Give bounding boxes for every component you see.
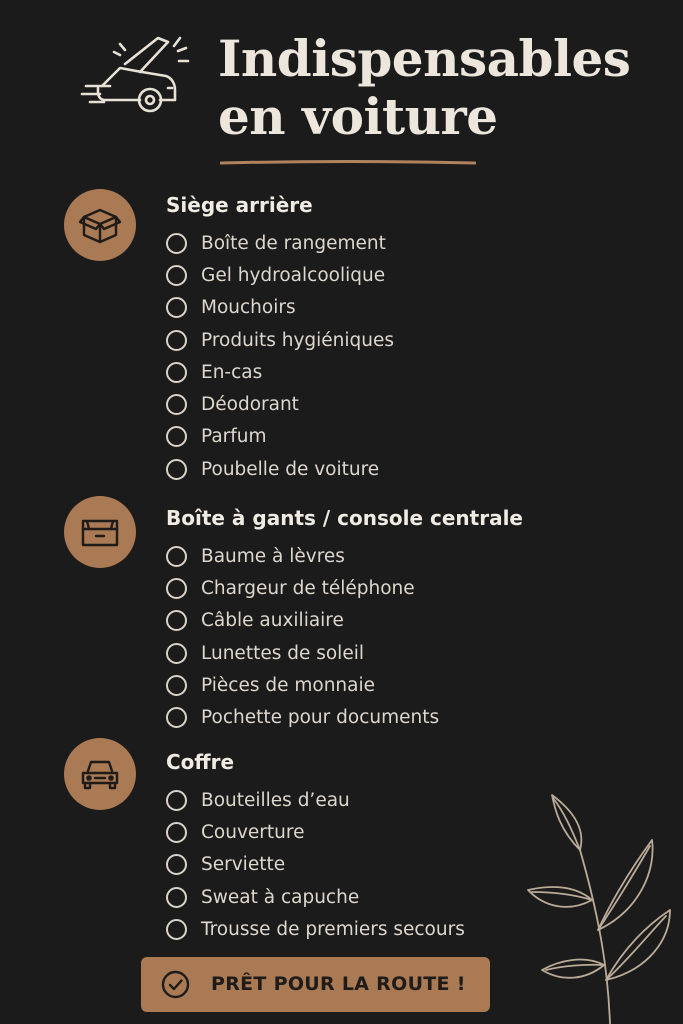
checklist-item-label: Parfum [201,426,267,448]
checklist-item-label: Produits hygiéniques [201,329,395,351]
box-icon [77,202,123,248]
checklist-item[interactable] [166,259,394,291]
checklist-item-label: Pièces de monnaie [201,674,375,696]
checklist-item[interactable] [166,388,394,420]
checklist-item[interactable] [166,572,439,604]
checklist-item-label: Mouchoirs [201,297,296,319]
header [0,0,683,175]
checklist-item[interactable] [166,913,465,945]
checklist-item[interactable] [166,356,394,388]
checklist-item-label: Câble auxiliaire [201,610,344,632]
checklist-item-label: Trousse de premiers secours [201,918,465,940]
section-title: Siège arrière [166,193,313,217]
car-icon [77,751,123,797]
checklist-item-label: Boîte de rangement [201,232,386,254]
checkbox[interactable] [166,675,187,696]
checkbox[interactable] [166,707,187,728]
checklist-item[interactable] [166,784,465,816]
checklist-item[interactable] [166,421,394,453]
checklist-item-label: Chargeur de téléphone [201,577,415,599]
checkbox[interactable] [166,459,187,480]
checklist-item[interactable] [166,540,439,572]
title-underline [220,160,476,165]
checklist-item[interactable] [166,227,394,259]
glovebox-icon [77,509,123,555]
leaf-branch-icon [520,790,683,1024]
ready-for-road-label: PRÊT POUR LA ROUTE ! [211,973,466,995]
checklist-item-label: Poubelle de voiture [201,458,380,480]
checkbox[interactable] [166,610,187,631]
car-with-open-hood-icon [80,28,195,123]
checkbox[interactable] [166,233,187,254]
checklist-item-label: Lunettes de soleil [201,642,364,664]
checkbox[interactable] [166,265,187,286]
title-line-2: en voiture [218,87,498,146]
checklist-item-label: Sweat à capuche [201,886,360,908]
checklist-item-label: En-cas [201,361,263,383]
checklist-item[interactable] [166,605,439,637]
checkbox[interactable] [166,330,187,351]
check-circle-icon [161,970,190,999]
title-line-1: Indispensables [218,29,631,88]
page-title [218,30,630,146]
checklist [166,540,439,734]
checkbox[interactable] [166,297,187,318]
checkbox[interactable] [166,822,187,843]
checklist-item[interactable] [166,701,439,733]
checklist-item[interactable] [166,324,394,356]
ready-for-road-button[interactable] [141,957,490,1012]
checkbox[interactable] [166,643,187,664]
checklist-item[interactable] [166,849,465,881]
checklist-item-label: Couverture [201,821,305,843]
checklist-item-label: Pochette pour documents [201,707,440,729]
checklist-item[interactable] [166,453,394,485]
checklist-item[interactable] [166,637,439,669]
checkbox[interactable] [166,546,187,567]
checklist-item-label: Baume à lèvres [201,545,345,567]
checkbox[interactable] [166,426,187,447]
checklist [166,784,465,945]
checkbox[interactable] [166,887,187,908]
checkbox[interactable] [166,854,187,875]
section-title: Boîte à gants / console centrale [166,506,523,530]
checklist [166,227,394,485]
checklist-item[interactable] [166,816,465,848]
checkbox[interactable] [166,790,187,811]
checkbox[interactable] [166,578,187,599]
checklist-item-label: Bouteilles d’eau [201,789,350,811]
checkbox[interactable] [166,394,187,415]
checkbox[interactable] [166,362,187,383]
checklist-item[interactable] [166,881,465,913]
section-title: Coffre [166,750,235,774]
section-badge [64,738,136,810]
checklist-item[interactable] [166,292,394,324]
checklist-item-label: Serviette [201,854,286,876]
checklist-item-label: Déodorant [201,394,299,416]
checklist-item-label: Gel hydroalcoolique [201,264,386,286]
section-badge [64,496,136,568]
checkbox[interactable] [166,919,187,940]
checklist-item[interactable] [166,669,439,701]
section-badge [64,189,136,261]
